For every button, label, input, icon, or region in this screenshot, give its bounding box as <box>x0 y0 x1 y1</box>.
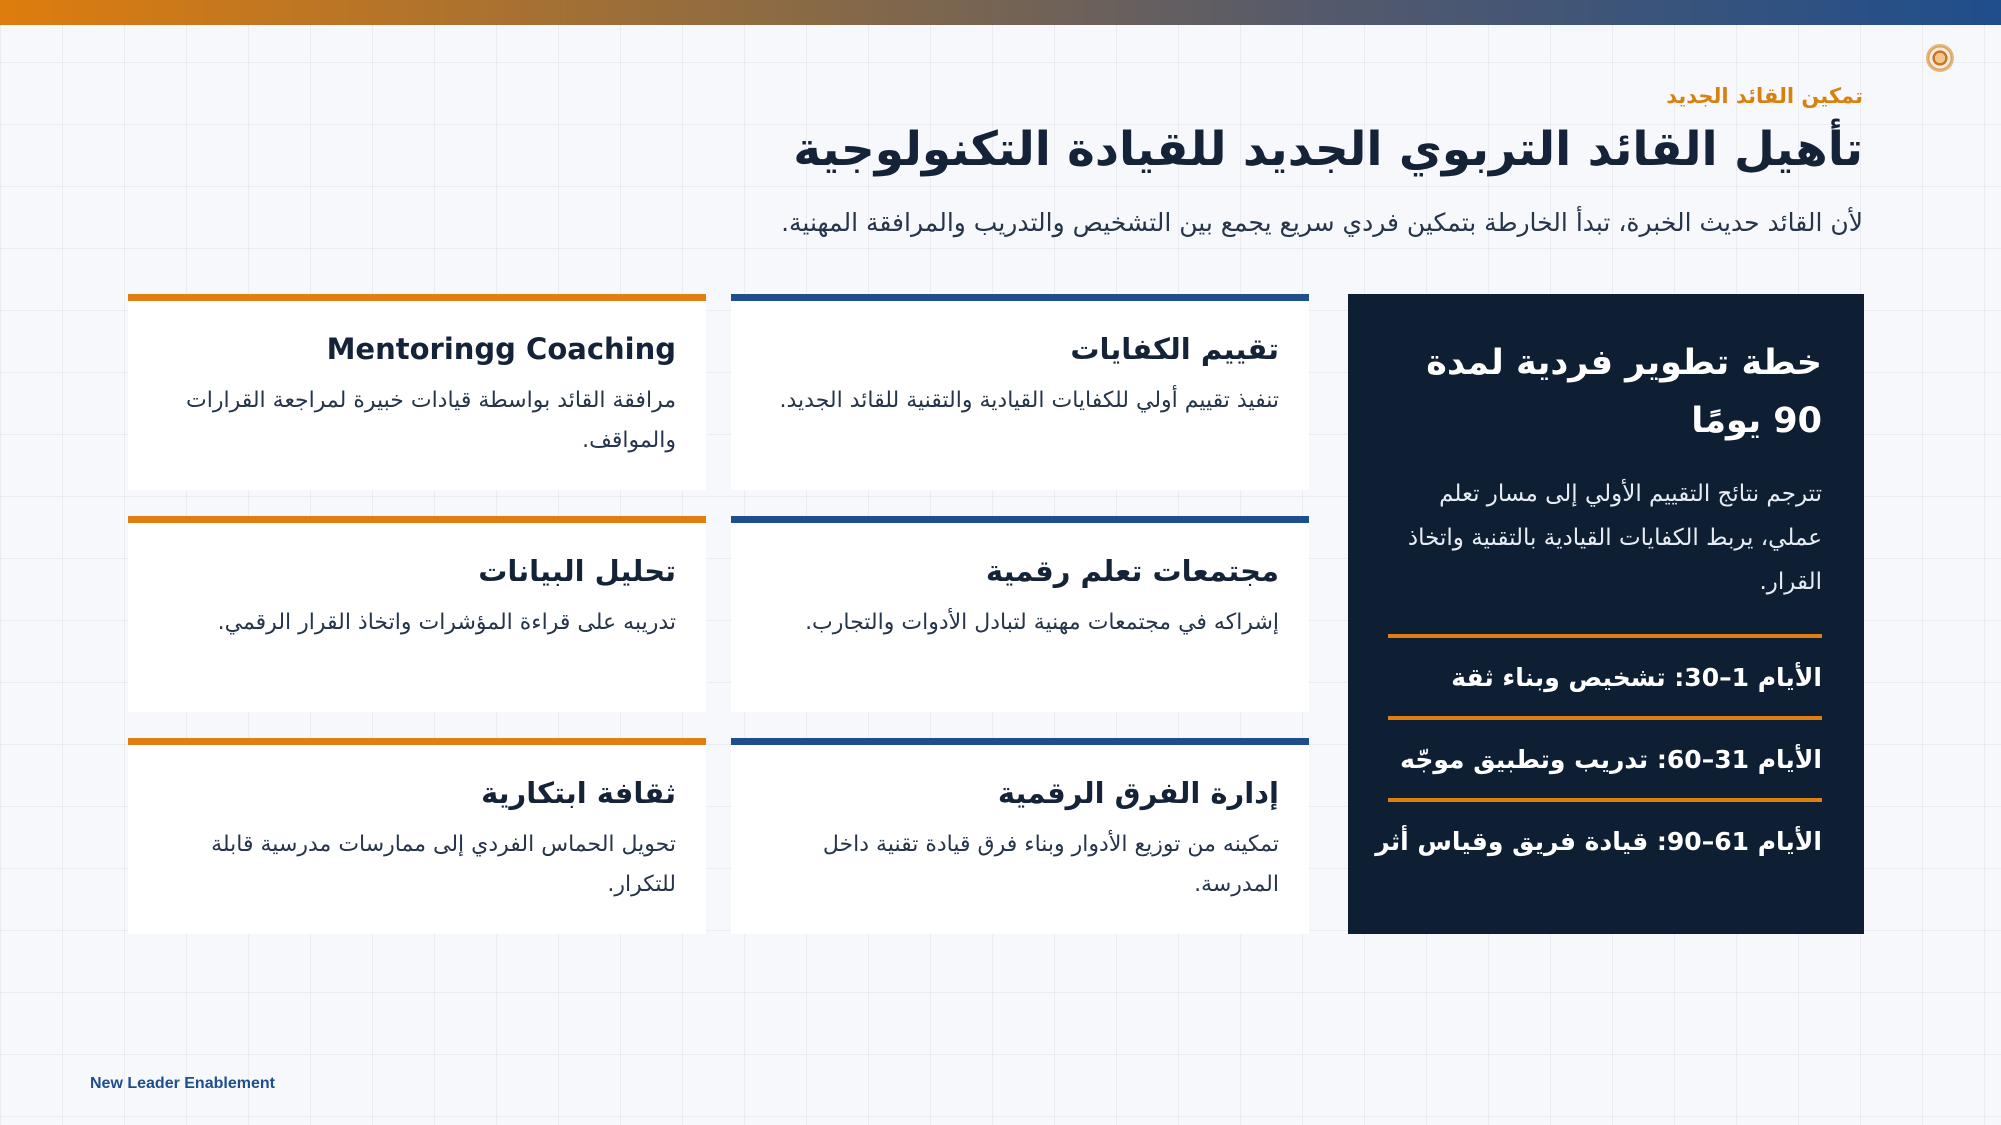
card-title: تحليل البيانات <box>478 554 676 588</box>
card-mentoring-coaching <box>128 294 706 490</box>
card-description: تنفيذ تقييم أولي للكفايات القيادية والتقنية للقائد الجديد. <box>779 388 1279 413</box>
card-competency-assessment <box>731 294 1309 490</box>
card-title: مجتمعات تعلم رقمية <box>985 554 1279 588</box>
plan-title: خطة تطوير فردية لمدة 90 يومًا <box>1426 343 1822 441</box>
card-title: Mentoringg Coaching <box>326 332 676 366</box>
milestone-item: الأيام 31–60: تدريب وتطبيق موجّه <box>1388 716 1822 798</box>
card-innovation-culture <box>128 738 706 934</box>
card-digital-learning-communities <box>731 516 1309 712</box>
footer-label: New Leader Enablement <box>90 1075 275 1092</box>
development-plan-panel <box>1348 294 1864 934</box>
page-title: تأهيل القائد التربوي الجديد للقيادة التكنولوجية <box>793 122 1863 177</box>
card-description: تدريبه على قراءة المؤشرات واتخاذ القرار الرقمي. <box>217 610 676 635</box>
card-data-analysis <box>128 516 706 712</box>
card-title: إدارة الفرق الرقمية <box>997 776 1279 810</box>
card-description: تحويل الحماس الفردي إلى ممارسات مدرسية قابلة للتكرار. <box>211 832 676 897</box>
page-subtitle: لأن القائد حديث الخبرة، تبدأ الخارطة بتمكين فردي سريع يجمع بين التشخيص والتدريب والمرافقة المهنية. <box>781 208 1863 237</box>
card-digital-team-management <box>731 738 1309 934</box>
top-gradient-bar <box>0 0 2001 25</box>
plan-description: تترجم نتائج التقييم الأولي إلى مسار تعلم عملي، يربط الكفايات القيادية بالتقنية واتخاذ القرار. <box>1407 481 1822 595</box>
milestone-item: الأيام 1–30: تشخيص وبناء ثقة <box>1388 634 1822 716</box>
card-description: تمكينه من توزيع الأدوار وبناء فرق قيادة تقنية داخل المدرسة. <box>822 832 1279 897</box>
logo-seal-icon <box>1926 44 1954 72</box>
section-eyebrow: تمكين القائد الجديد <box>1666 84 1863 108</box>
card-title: ثقافة ابتكارية <box>481 776 676 810</box>
card-title: تقييم الكفايات <box>1070 332 1279 366</box>
milestone-item: الأيام 61–90: قيادة فريق وقياس أثر <box>1388 798 1822 880</box>
card-description: مرافقة القائد بواسطة قيادات خبيرة لمراجعة القرارات والمواقف. <box>186 388 676 453</box>
milestone-list <box>1375 634 1822 880</box>
card-description: إشراكه في مجتمعات مهنية لتبادل الأدوات والتجارب. <box>805 610 1279 635</box>
